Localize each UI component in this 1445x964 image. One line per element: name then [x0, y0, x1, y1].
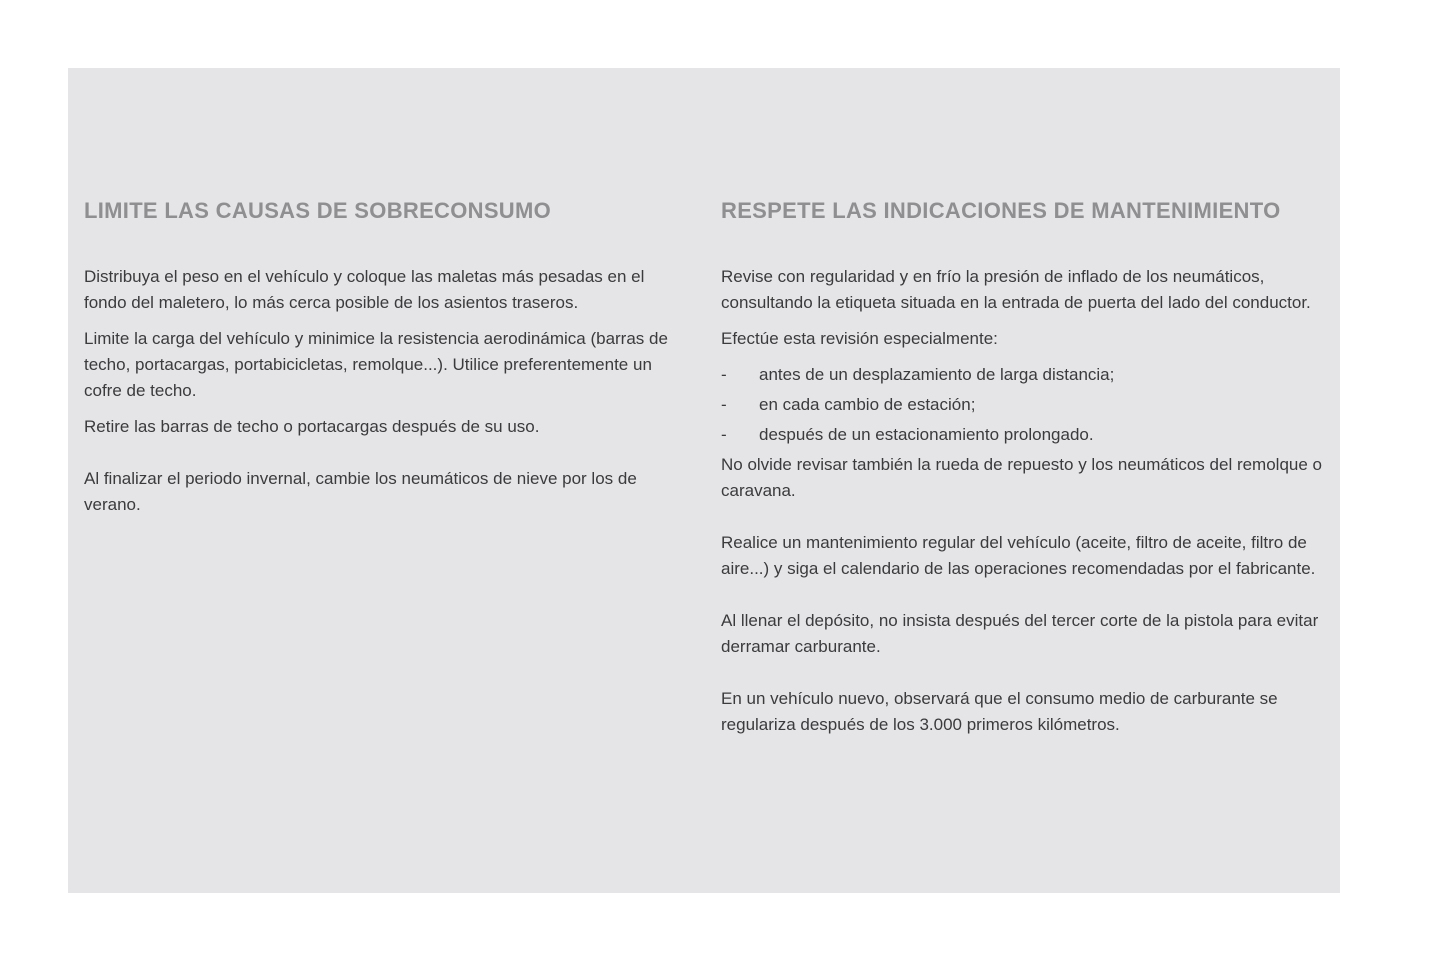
list-bullet: - [721, 365, 727, 384]
check-occasions-list [721, 362, 1322, 448]
list-bullet: - [721, 395, 727, 414]
manual-page [68, 68, 1340, 893]
paragraph-tyre-pressure: Revise con regularidad y en frío la presión de inflado de los neumáticos, consultando la etiqueta situada en la entrada de puerta del lado del conductor. [721, 267, 1311, 312]
paragraph-weight-distribution: Distribuya el peso en el vehículo y coloque las maletas más pesadas en el fondo del maletero, lo más cerca posible de los asientos traseros. [84, 267, 645, 312]
left-column [84, 198, 685, 748]
two-column-layout [68, 68, 1340, 748]
list-item-text: después de un estacionamiento prolongado. [759, 425, 1094, 444]
list-item [721, 392, 1322, 418]
paragraph-fuel-filling: Al llenar el depósito, no insista después del tercer corte de la pistola para evitar derramar carburante. [721, 611, 1319, 656]
list-item [721, 362, 1322, 388]
list-item [721, 422, 1322, 448]
right-column [721, 198, 1322, 748]
paragraph-load-limit: Limite la carga del vehículo y minimice la resistencia aerodinámica (barras de techo, portacargas, portabicicletas, remolque...). Utilice preferentemente un cofre de techo. [84, 329, 668, 400]
paragraph-check-intro: Efectúe esta revisión especialmente: [721, 329, 998, 348]
list-item-text: en cada cambio de estación; [759, 395, 976, 414]
paragraph-new-vehicle-consumption: En un vehículo nuevo, observará que el consumo medio de carburante se regulariza después de los 3.000 primeros kilómetros. [721, 689, 1278, 734]
list-item-text: antes de un desplazamiento de larga distancia; [759, 365, 1115, 384]
paragraph-remove-roof-bars: Retire las barras de techo o portacargas después de su uso. [84, 417, 540, 436]
paragraph-spare-wheel: No olvide revisar también la rueda de repuesto y los neumáticos del remolque o caravana. [721, 455, 1322, 500]
right-column-heading: RESPETE LAS INDICACIONES DE MANTENIMIENTO [721, 198, 1281, 223]
paragraph-regular-maintenance: Realice un mantenimiento regular del vehículo (aceite, filtro de aceite, filtro de aire...) y siga el calendario de las operaciones recomendadas por el fabricante. [721, 533, 1316, 578]
left-column-heading: LIMITE LAS CAUSAS DE SOBRECONSUMO [84, 198, 552, 223]
list-bullet: - [721, 425, 727, 444]
paragraph-winter-tyres: Al finalizar el periodo invernal, cambie los neumáticos de nieve por los de verano. [84, 469, 637, 514]
